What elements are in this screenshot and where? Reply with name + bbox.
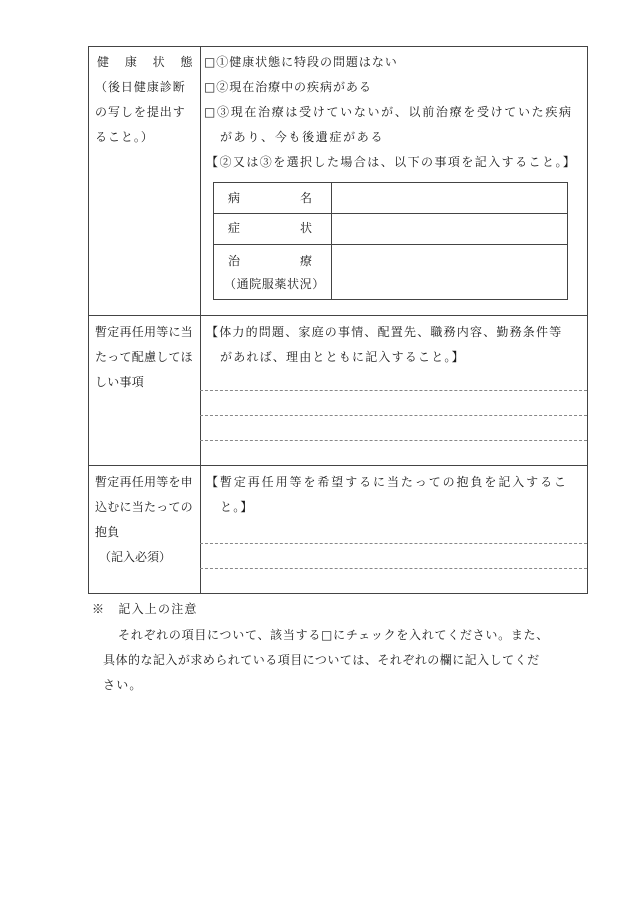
health-option-2[interactable]: □②現在治療中の疾病がある [204, 80, 372, 94]
disease-label: 病 名 [228, 191, 312, 205]
health-label-note: （後日健康診断 [95, 80, 186, 94]
section-divider [89, 315, 587, 316]
health-label-note: ること。） [95, 130, 154, 144]
health-instruction: 【②又は③を選択した場合は、以下の事項を記入すること。】 [206, 155, 577, 169]
consideration-label: たって配慮してほ [95, 350, 193, 364]
symptom-field[interactable] [332, 214, 567, 244]
aspiration-instruction-cont: と。】 [220, 500, 254, 514]
illness-detail-table [213, 182, 568, 300]
symptom-label: 症 状 [228, 221, 312, 235]
treatment-note: （通院服薬状況） [224, 277, 325, 291]
column-divider [200, 47, 201, 593]
aspiration-input-area[interactable] [201, 544, 587, 593]
notes-line: それぞれの項目について、該当する□にチェックを入れてください。また、 [118, 628, 549, 642]
notes-line: 具体的な記入が求められている項目については、それぞれの欄に記入してくだ [103, 653, 540, 667]
application-form-table [88, 46, 588, 594]
health-option-3-cont: があり、今も後遺症がある [220, 130, 385, 144]
disease-field[interactable] [332, 183, 567, 213]
aspiration-label: 込むに当たっての [95, 500, 193, 514]
aspiration-label: 暫定再任用等を申 [95, 475, 193, 489]
aspiration-required-note: （記入必須） [99, 550, 172, 564]
aspiration-instruction: 【暫定再任用等を希望するに当たっての抱負を記入するこ [206, 475, 568, 489]
notes-heading: ※ 記入上の注意 [92, 602, 198, 616]
consideration-input-area[interactable] [201, 391, 587, 465]
aspiration-label: 抱負 [95, 525, 120, 539]
notes-line: さい。 [103, 678, 143, 692]
treatment-label: 治 療 [228, 254, 312, 268]
health-label: 健 康 状 態 [97, 55, 199, 69]
consideration-instruction-cont: があれば、理由とともに記入すること。】 [220, 350, 465, 364]
consideration-instruction: 【体力的問題、家庭の事情、配置先、職務内容、勤務条件等 [206, 325, 563, 339]
consideration-label: しい事項 [95, 375, 144, 389]
treatment-field[interactable] [332, 245, 567, 299]
section-divider [89, 465, 587, 466]
health-option-3[interactable]: □③現在治療は受けていないが、以前治療を受けていた疾病 [204, 105, 573, 119]
health-option-1[interactable]: □①健康状態に特段の問題はない [204, 55, 398, 69]
consideration-label: 暫定再任用等に当 [95, 325, 193, 339]
health-label-note: の写しを提出す [95, 105, 186, 119]
